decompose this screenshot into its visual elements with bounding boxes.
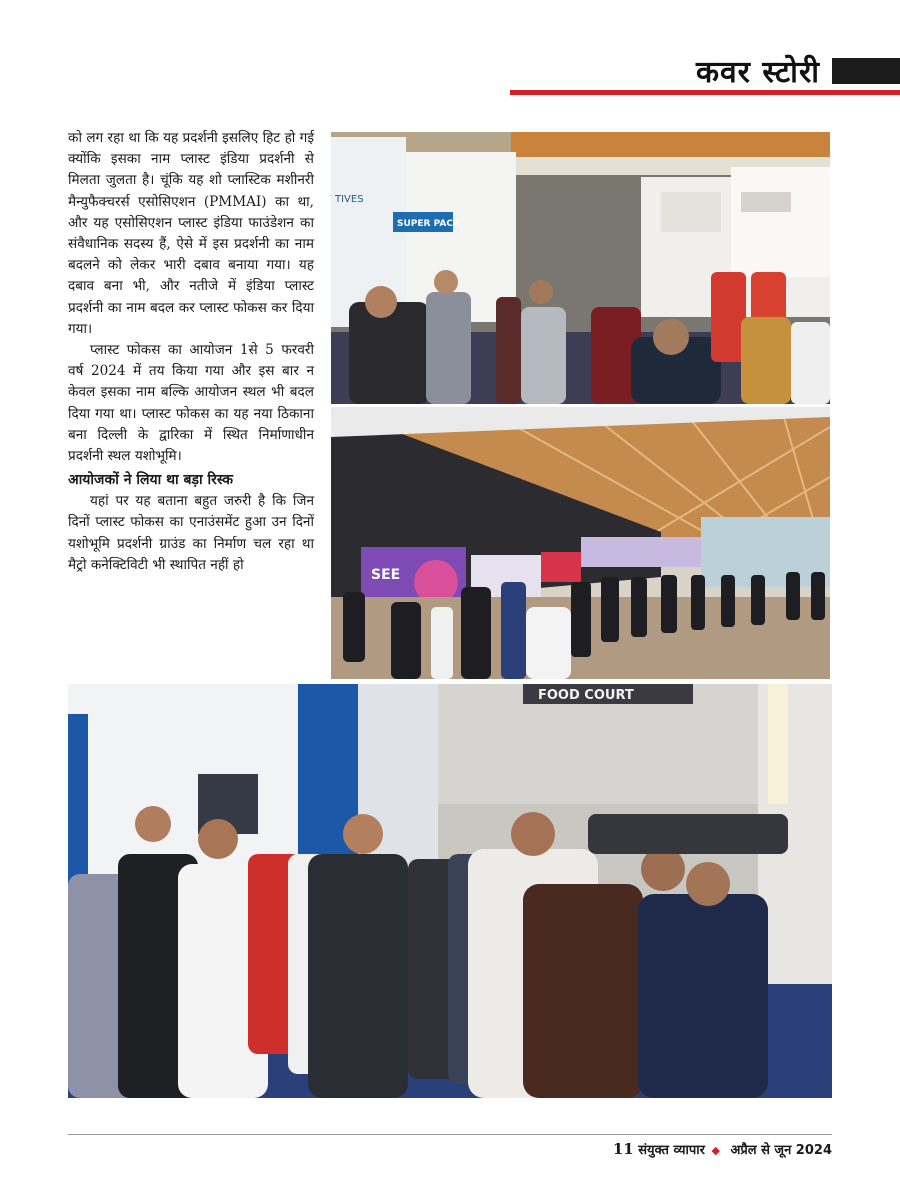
page-footer xyxy=(613,1140,832,1158)
article-paragraph-1: को लग रहा था कि यह प्रदर्शनी इसलिए हिट हो गई क्योंकि इसका नाम प्लास्ट इंडिया प्रदर्शनी से मिलता जुलता है। चूंकि यह शो प्लास्टिक मशीनरी मैन्युफैक्चरर्स एसोसिएशन (PMMAI) का था, और यह एसोसिएशन प्लास्ट इंडिया फाउंडेशन का संवैधानिक सदस्य हैं, ऐसे में इस प्रदर्शनी का नाम बदलने को लेकर भारी दबाव बनाया गया। यह दबाव बना भी, और नतीजे में इंडिया प्लास्ट प्रदर्शनी का नाम बदल कर प्लास्ट फोकस कर दिया गया। xyxy=(68,130,314,337)
diamond-icon: ◆ xyxy=(711,1144,720,1157)
header-black-block xyxy=(832,58,900,84)
header-red-rule xyxy=(510,90,900,95)
food-court-sign: FOOD COURT xyxy=(538,688,634,703)
booth-left-sign: TIVES xyxy=(335,194,364,205)
booth-pack-sign: SUPER PACK xyxy=(397,219,460,229)
photo-exhibition-crowd-1 xyxy=(331,132,830,404)
issue-date: अप्रैल से जून 2024 xyxy=(730,1143,832,1158)
article-subheading: आयोजकों ने लिया था बड़ा रिस्क xyxy=(68,472,234,489)
article-column xyxy=(68,128,314,576)
page-number: 11 xyxy=(612,1140,634,1158)
article-paragraph-2: प्लास्ट फोकस का आयोजन 1से 5 फरवरी वर्ष 2024 में तय किया गया और इस बार न केवल इसका नाम बल्कि आयोजन स्थल भी बदल दिया गया था। प्लास्ट फोकस का यह नया ठिकाना बना दिल्ली के द्वारिका में स्थित निर्माणाधीन प्रदर्शनी स्थल यशोभूमि। xyxy=(68,342,314,465)
footer-rule xyxy=(68,1134,832,1135)
photo-exhibition-crowd-2 xyxy=(68,684,832,1098)
banner-see-sign: SEE xyxy=(371,567,401,583)
article-paragraph-3: यहां पर यह बताना बहुत जरुरी है कि जिन दिनों प्लास्ट फोकस का एनाउंसमेंट हुआ उन दिनों यशोभूमि प्रदर्शनी ग्राउंड का निर्माण चल रहा था मैट्रो कनेक्टिविटी भी स्थापित नहीं हो xyxy=(68,493,314,573)
publication-name: संयुक्त व्यापार xyxy=(638,1143,705,1158)
photo-grand-hall xyxy=(331,407,830,679)
section-title: कवर स्टोरी xyxy=(695,55,820,90)
